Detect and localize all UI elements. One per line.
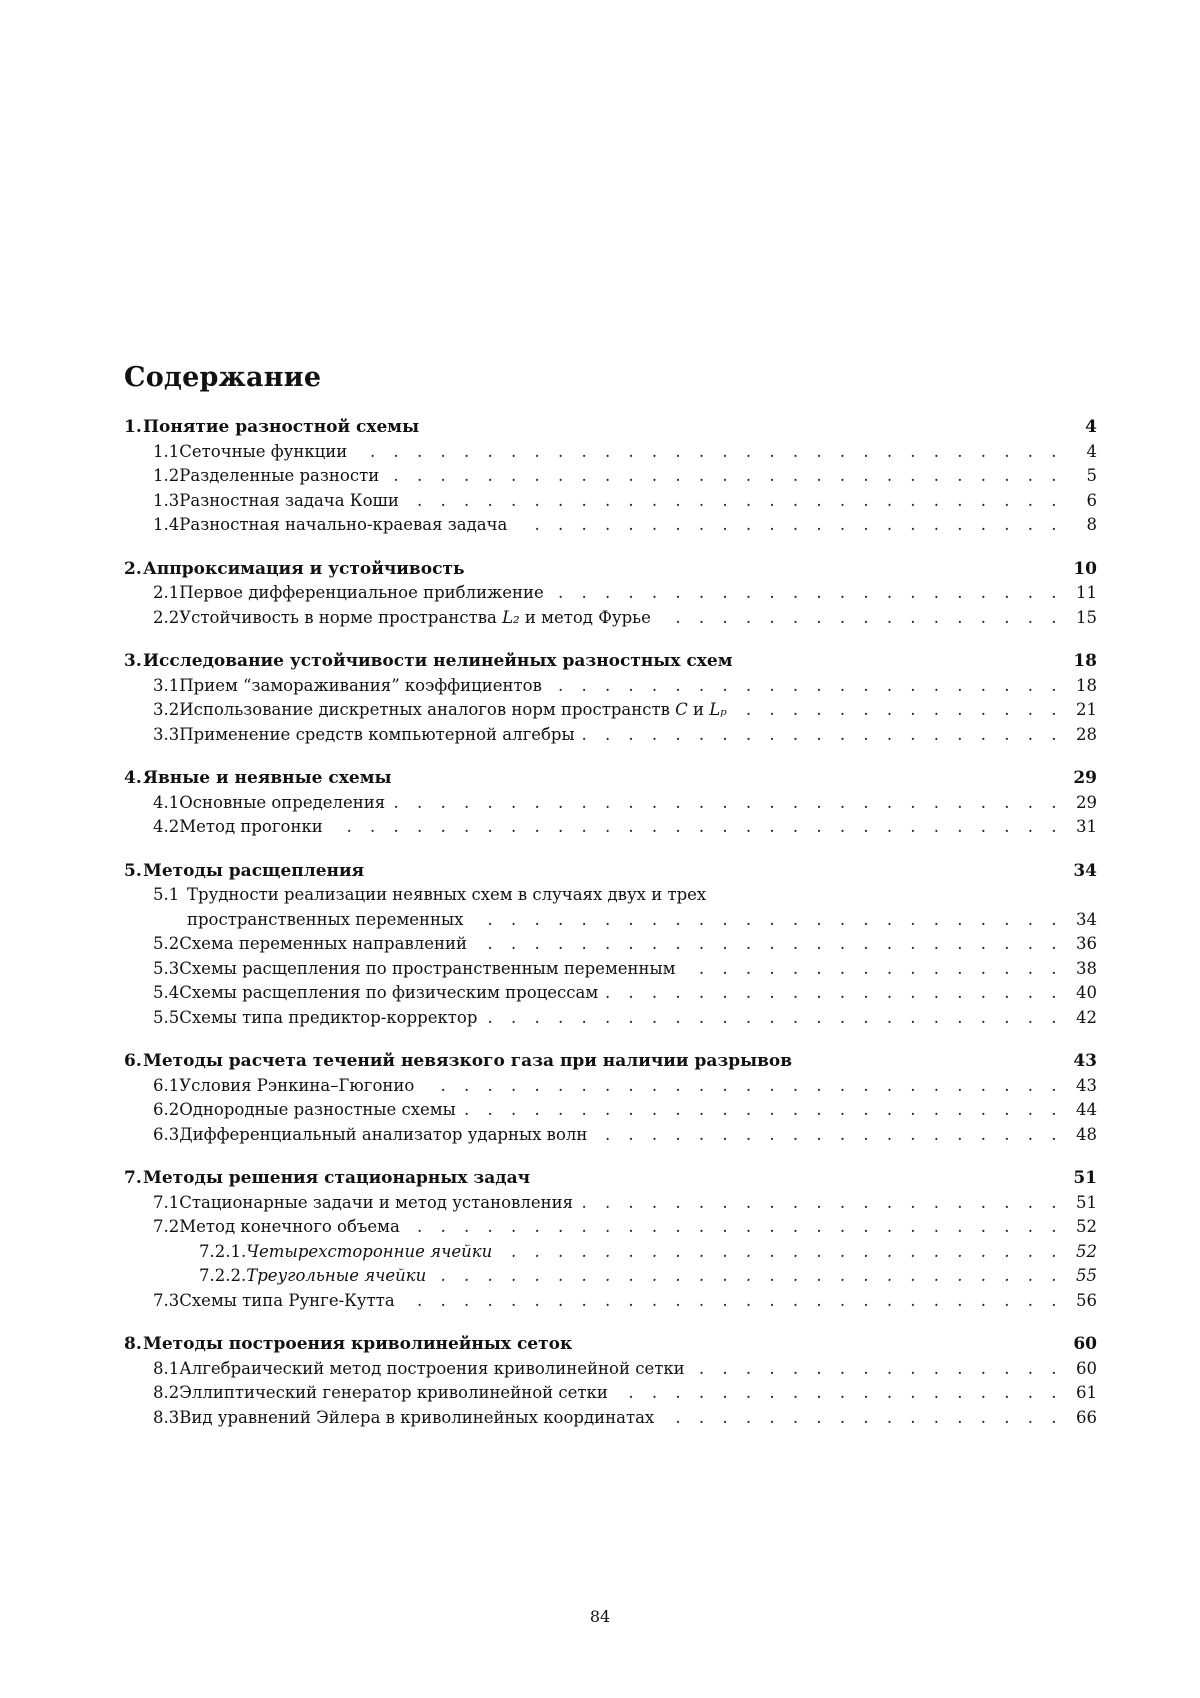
dot-leader bbox=[659, 606, 1063, 631]
entry-page-number: 56 bbox=[1076, 1290, 1097, 1310]
dot-leader bbox=[475, 932, 1063, 957]
toc-section-heading[interactable] bbox=[124, 1049, 1097, 1074]
section-number: 3. bbox=[124, 651, 142, 671]
toc-section-heading[interactable] bbox=[124, 415, 1097, 440]
entry-page-number: 42 bbox=[1076, 1007, 1097, 1027]
toc-entry[interactable] bbox=[124, 1215, 1097, 1240]
entry-page-number: 48 bbox=[1076, 1124, 1097, 1144]
entry-page-number: 6 bbox=[1086, 490, 1097, 510]
page-title: Содержание bbox=[124, 362, 322, 393]
entry-title bbox=[179, 698, 727, 723]
toc-section bbox=[124, 766, 1097, 840]
entry-page-number: 36 bbox=[1076, 934, 1097, 953]
math-symbol: L₂ bbox=[502, 607, 520, 627]
entry-title-text: Использование дискретных аналогов норм пространств bbox=[179, 700, 676, 719]
section-page-number: 29 bbox=[1073, 768, 1097, 788]
page-number: 84 bbox=[589, 1607, 611, 1626]
dot-leader bbox=[662, 1406, 1063, 1431]
entry-number: 6.3 bbox=[153, 1124, 180, 1144]
entry-number: 8.3 bbox=[153, 1407, 180, 1427]
section-page-number: 43 bbox=[1073, 1051, 1097, 1071]
section-title: Явные и неявные схемы bbox=[143, 768, 392, 788]
entry-number: 5.1 bbox=[153, 885, 180, 904]
entry-number: 5.2 bbox=[153, 934, 180, 953]
dot-leader bbox=[485, 1006, 1063, 1031]
toc-subentry[interactable] bbox=[124, 1264, 1097, 1289]
toc-entry[interactable] bbox=[124, 957, 1097, 982]
entry-page-number: 38 bbox=[1076, 958, 1097, 978]
entry-page-number: 44 bbox=[1076, 1100, 1097, 1119]
entry-number: 3.1 bbox=[153, 675, 180, 695]
entry-number: 4.2 bbox=[153, 817, 180, 836]
math-symbol: Lₚ bbox=[709, 700, 727, 719]
dot-leader bbox=[387, 464, 1063, 489]
entry-page-number: 66 bbox=[1076, 1407, 1097, 1427]
section-page-number: 34 bbox=[1073, 860, 1097, 881]
toc-entry[interactable] bbox=[124, 698, 1097, 723]
dot-leader bbox=[684, 957, 1063, 982]
section-number: 6. bbox=[124, 1051, 142, 1071]
toc-entry[interactable] bbox=[124, 1381, 1097, 1406]
dot-leader bbox=[464, 1098, 1063, 1123]
entry-page-number: 29 bbox=[1076, 792, 1097, 812]
toc-entry[interactable] bbox=[124, 791, 1097, 816]
toc-entry[interactable] bbox=[124, 581, 1097, 606]
section-title: Методы расчета течений невязкого газа при наличии разрывов bbox=[143, 1051, 793, 1071]
entry-number: 4.1 bbox=[153, 792, 180, 812]
dot-leader bbox=[408, 1215, 1063, 1240]
entry-title-continued: пространственных переменных bbox=[187, 909, 464, 929]
section-page-number: 51 bbox=[1073, 1168, 1097, 1188]
entry-number: 3.3 bbox=[153, 724, 180, 744]
toc-entry[interactable] bbox=[124, 1074, 1097, 1099]
dot-leader bbox=[552, 581, 1063, 606]
entry-title bbox=[179, 606, 651, 631]
toc-entry[interactable] bbox=[124, 981, 1097, 1006]
entry-title: Схемы расщепления по физическим процессам bbox=[179, 983, 599, 1002]
entry-page-number: 18 bbox=[1076, 675, 1097, 695]
toc-entry[interactable] bbox=[124, 1123, 1097, 1148]
dot-leader bbox=[606, 981, 1063, 1006]
entry-number: 6.1 bbox=[153, 1075, 180, 1095]
toc-entry[interactable] bbox=[124, 1289, 1097, 1314]
entry-title: Схема переменных направлений bbox=[179, 934, 467, 953]
entry-page-number: 55 bbox=[1076, 1266, 1097, 1285]
entry-title-text: и метод Фурье bbox=[519, 607, 651, 627]
entry-title: Применение средств компьютерной алгебры bbox=[179, 724, 575, 744]
entry-title: Метод прогонки bbox=[179, 817, 323, 836]
entry-title-text: и bbox=[687, 700, 710, 719]
toc-section-heading[interactable] bbox=[124, 1166, 1097, 1191]
entry-title: Эллиптический генератор криволинейной сетки bbox=[179, 1383, 608, 1402]
dot-leader bbox=[693, 1357, 1063, 1382]
toc-section bbox=[124, 1332, 1097, 1430]
toc-entry[interactable] bbox=[124, 1006, 1097, 1031]
entry-page-number: 8 bbox=[1086, 515, 1097, 534]
entry-title: Дифференциальный анализатор ударных волн bbox=[179, 1124, 588, 1144]
section-number: 2. bbox=[124, 558, 142, 579]
toc-entry[interactable] bbox=[124, 1191, 1097, 1216]
entry-page-number: 61 bbox=[1076, 1383, 1097, 1402]
dot-leader bbox=[393, 791, 1063, 816]
entry-title: Четырехсторонние ячейки bbox=[246, 1241, 493, 1261]
entry-page-number: 34 bbox=[1076, 909, 1097, 929]
entry-page-number: 28 bbox=[1076, 724, 1097, 744]
entry-title-text: Устойчивость в норме пространства bbox=[179, 607, 503, 627]
section-number: 5. bbox=[124, 860, 142, 881]
toc-entry[interactable] bbox=[124, 606, 1097, 631]
entry-number: 5.4 bbox=[153, 983, 180, 1002]
entry-number: 5.3 bbox=[153, 958, 180, 978]
dot-leader bbox=[735, 698, 1063, 723]
toc-entry[interactable] bbox=[124, 440, 1097, 465]
entry-page-number: 15 bbox=[1076, 607, 1097, 627]
toc-section-heading[interactable] bbox=[124, 1332, 1097, 1357]
entry-title: Условия Рэнкина–Гюгонио bbox=[179, 1075, 415, 1095]
entry-number: 7.2.2. bbox=[199, 1266, 247, 1285]
dot-leader bbox=[595, 1123, 1063, 1148]
section-number: 4. bbox=[124, 768, 142, 788]
toc-entry[interactable] bbox=[124, 1357, 1097, 1382]
dot-leader bbox=[471, 908, 1063, 933]
dot-leader bbox=[515, 513, 1063, 538]
entry-page-number: 11 bbox=[1076, 583, 1097, 602]
section-title: Понятие разностной схемы bbox=[143, 417, 420, 437]
entry-number: 3.2 bbox=[153, 700, 180, 719]
toc-entry[interactable] bbox=[124, 489, 1097, 514]
entry-number: 1.2 bbox=[153, 466, 180, 485]
toc-entry[interactable] bbox=[124, 932, 1097, 957]
entry-title: Прием “замораживания” коэффициентов bbox=[179, 675, 542, 695]
entry-number: 2.2 bbox=[153, 607, 180, 627]
toc-section bbox=[124, 859, 1097, 1031]
dot-leader bbox=[500, 1240, 1063, 1265]
toc-entry-continuation[interactable] bbox=[124, 908, 1097, 933]
toc-section-heading[interactable] bbox=[124, 859, 1097, 884]
toc-section bbox=[124, 1049, 1097, 1147]
entry-page-number: 52 bbox=[1076, 1241, 1097, 1261]
toc-section-heading[interactable] bbox=[124, 649, 1097, 674]
entry-title: Разделенные разности bbox=[179, 466, 380, 485]
dot-leader bbox=[407, 489, 1063, 514]
dot-leader bbox=[403, 1289, 1063, 1314]
dot-leader bbox=[581, 1191, 1063, 1216]
entry-number: 6.2 bbox=[153, 1100, 180, 1119]
entry-number: 5.5 bbox=[153, 1007, 180, 1027]
entry-number: 7.3 bbox=[153, 1290, 180, 1310]
entry-title: Алгебраический метод построения криволинейной сетки bbox=[179, 1358, 685, 1378]
entry-title: Треугольные ячейки bbox=[246, 1266, 427, 1285]
entry-page-number: 51 bbox=[1076, 1192, 1097, 1212]
entry-title: Основные определения bbox=[179, 792, 386, 812]
entry-number: 7.1 bbox=[153, 1192, 180, 1212]
dot-leader bbox=[331, 815, 1063, 840]
toc-section-heading[interactable] bbox=[124, 557, 1097, 582]
toc-entry[interactable] bbox=[124, 674, 1097, 699]
section-page-number: 18 bbox=[1073, 651, 1097, 671]
toc-entry[interactable] bbox=[124, 1098, 1097, 1123]
entry-page-number: 5 bbox=[1086, 466, 1097, 485]
entry-number: 1.4 bbox=[153, 515, 180, 534]
toc-entry[interactable] bbox=[124, 723, 1097, 748]
entry-title: Вид уравнений Эйлера в криволинейных координатах bbox=[179, 1407, 655, 1427]
dot-leader bbox=[550, 674, 1063, 699]
entry-number: 8.2 bbox=[153, 1383, 180, 1402]
section-number: 1. bbox=[124, 417, 142, 437]
toc-section-heading[interactable] bbox=[124, 766, 1097, 791]
dot-leader bbox=[583, 723, 1063, 748]
section-title: Исследование устойчивости нелинейных разностных схем bbox=[143, 651, 733, 671]
entry-title: Сеточные функции bbox=[179, 441, 348, 461]
toc-subentry[interactable] bbox=[124, 1240, 1097, 1265]
entry-title: Метод конечного объема bbox=[179, 1217, 400, 1236]
dot-leader bbox=[434, 1264, 1063, 1289]
toc-section bbox=[124, 415, 1097, 538]
entry-title: Схемы типа Рунге-Кутта bbox=[179, 1290, 395, 1310]
entry-title: Стационарные задачи и метод установления bbox=[179, 1192, 573, 1212]
entry-number: 1.3 bbox=[153, 490, 180, 510]
section-title: Методы решения стационарных задач bbox=[143, 1168, 531, 1188]
entry-number: 8.1 bbox=[153, 1358, 180, 1378]
entry-title: Схемы типа предиктор-корректор bbox=[179, 1007, 478, 1027]
toc-section bbox=[124, 1166, 1097, 1313]
math-symbol: C bbox=[675, 700, 688, 719]
entry-number: 2.1 bbox=[153, 583, 180, 602]
entry-number: 1.1 bbox=[153, 441, 180, 461]
toc-section bbox=[124, 557, 1097, 631]
entry-title: Трудности реализации неявных схем в случаях двух и трех bbox=[187, 885, 707, 904]
entry-page-number: 43 bbox=[1076, 1075, 1097, 1095]
entry-page-number: 40 bbox=[1076, 983, 1097, 1002]
toc-entry[interactable] bbox=[124, 815, 1097, 840]
section-title: Методы построения криволинейных сеток bbox=[143, 1334, 573, 1354]
section-page-number: 10 bbox=[1073, 558, 1097, 579]
entry-number: 7.2 bbox=[153, 1217, 180, 1236]
dot-leader bbox=[422, 1074, 1063, 1099]
dot-leader bbox=[355, 440, 1063, 465]
entry-page-number: 52 bbox=[1076, 1217, 1097, 1236]
entry-title: Схемы расщепления по пространственным переменным bbox=[179, 958, 676, 978]
section-number: 8. bbox=[124, 1334, 142, 1354]
dot-leader bbox=[616, 1381, 1063, 1406]
section-number: 7. bbox=[124, 1168, 142, 1188]
toc-entry[interactable] bbox=[124, 464, 1097, 489]
entry-page-number: 31 bbox=[1076, 817, 1097, 836]
entry-page-number: 21 bbox=[1076, 700, 1097, 719]
section-title: Методы расщепления bbox=[143, 860, 365, 881]
section-page-number: 4 bbox=[1085, 417, 1097, 437]
toc-entry[interactable] bbox=[124, 1406, 1097, 1431]
table-of-contents bbox=[124, 415, 1097, 1449]
section-page-number: 60 bbox=[1073, 1334, 1097, 1354]
toc-section bbox=[124, 649, 1097, 747]
entry-title: Первое дифференциальное приближение bbox=[179, 583, 544, 602]
entry-title: Разностная задача Коши bbox=[179, 490, 399, 510]
toc-entry[interactable] bbox=[124, 513, 1097, 538]
toc-entry[interactable] bbox=[124, 883, 1097, 908]
entry-number: 7.2.1. bbox=[199, 1241, 247, 1261]
entry-page-number: 4 bbox=[1086, 441, 1097, 461]
section-title: Аппроксимация и устойчивость bbox=[143, 558, 465, 579]
entry-page-number: 60 bbox=[1076, 1358, 1097, 1378]
entry-title: Однородные разностные схемы bbox=[179, 1100, 456, 1119]
entry-title: Разностная начально-краевая задача bbox=[179, 515, 508, 534]
